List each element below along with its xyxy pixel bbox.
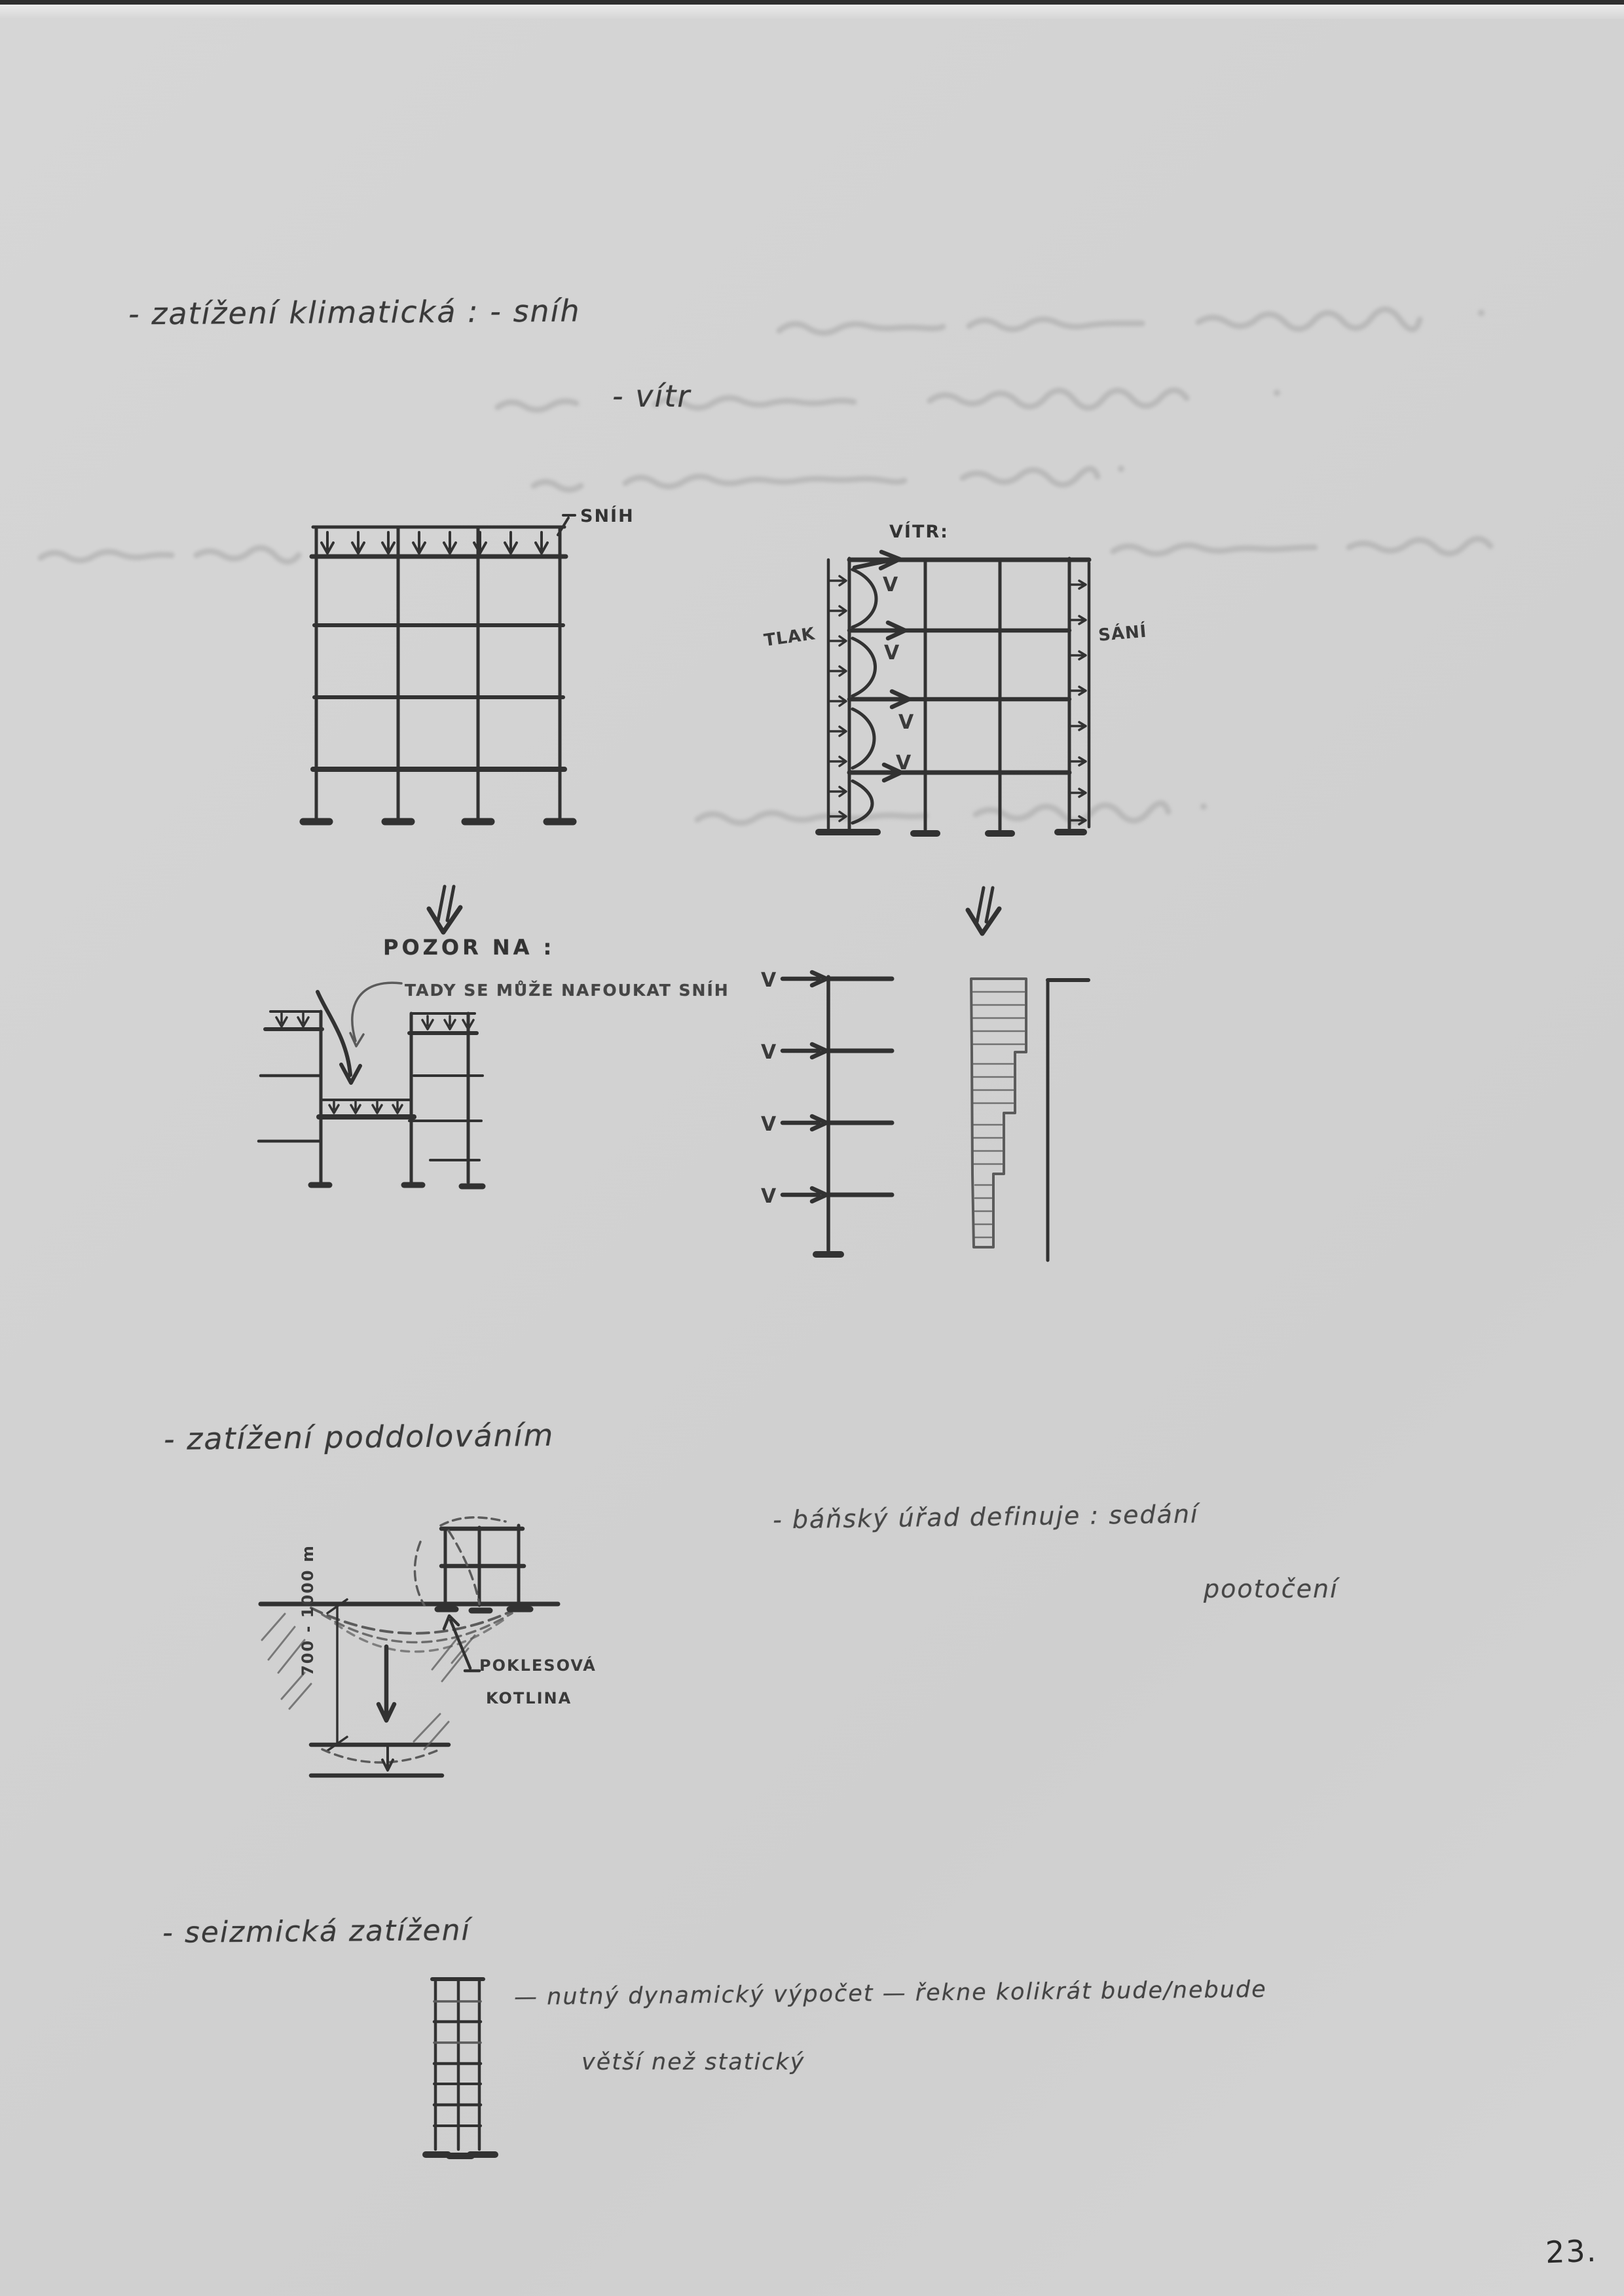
pressure-label: TLAK	[762, 624, 817, 651]
force-v-label: V	[884, 642, 900, 665]
snow-drift-note: TADY SE MŮŽE NAFOUKAT SNÍH	[405, 981, 729, 1000]
load-gather-braces	[853, 570, 876, 823]
force-v-label: V	[898, 711, 914, 734]
page-number: 23.	[1545, 2232, 1598, 2270]
mining-authority-note-line2: pootočení	[1204, 1575, 1338, 1603]
floor-beam-stubs	[828, 979, 892, 1195]
force-v-label: V	[896, 752, 912, 774]
subsidence-basin-sketch	[249, 1506, 616, 1807]
story-shear-sketch	[753, 956, 1100, 1273]
heading-seismic: - seizmická zatížení	[162, 1913, 471, 1950]
basin-label-line1: POKLESOVÁ	[479, 1656, 597, 1675]
seismic-note-line2: větší než statický	[581, 2049, 805, 2075]
snow-load-frame-sketch	[262, 494, 642, 851]
force-v-label: V	[761, 1185, 777, 1208]
mining-authority-note-line1: - báňský úřad definuje : sedání	[772, 1499, 1199, 1535]
tilting-frame	[437, 1525, 530, 1611]
shear-diagram-hatching	[973, 992, 1024, 1237]
snow-label: SNÍH	[580, 506, 635, 526]
snow-drift-valley-sketch	[259, 975, 507, 1205]
force-v-label: V	[761, 1041, 777, 1064]
implies-down-arrow-icon	[961, 884, 1014, 949]
warning-heading: POZOR NA :	[383, 935, 555, 960]
heading-wind-item: - vítr	[612, 378, 692, 414]
scan-edge-highlight	[0, 5, 1624, 19]
force-v-label: V	[883, 574, 898, 596]
force-v-label: V	[761, 1113, 777, 1136]
note-leader-curve	[350, 983, 401, 1046]
wind-load-frame-sketch	[753, 507, 1185, 871]
concentrated-wind-forces	[851, 552, 909, 780]
depth-label: 700 - 1000 m	[299, 1544, 317, 1676]
valley-snow-arrows	[329, 1102, 402, 1113]
scan-edge	[0, 0, 1624, 5]
wind-suction-arrows	[1071, 581, 1086, 824]
shear-diagram-outline	[971, 979, 1026, 1247]
force-v-label: V	[761, 969, 777, 992]
seismic-note-line1: — nutný dynamický výpočet — řekne kolikrát bude/nebude	[513, 1976, 1267, 2011]
tall-frame-sketch	[413, 1961, 511, 2177]
heading-climatic-loads: - zatížení klimatická : - sníh	[128, 293, 581, 332]
suction-label: SÁNÍ	[1097, 621, 1148, 646]
wind-title-label: VÍTR:	[889, 522, 949, 542]
wind-pressure-arrows	[830, 576, 846, 821]
snow-distributed-arrows	[322, 532, 547, 553]
heading-undermining: - zatížení poddolováním	[163, 1417, 555, 1457]
basin-label-line2: KOTLINA	[486, 1689, 572, 1707]
subsidence-arrow	[378, 1647, 394, 1721]
snow-label-leader	[558, 515, 575, 535]
story-force-arrows	[783, 972, 826, 1201]
